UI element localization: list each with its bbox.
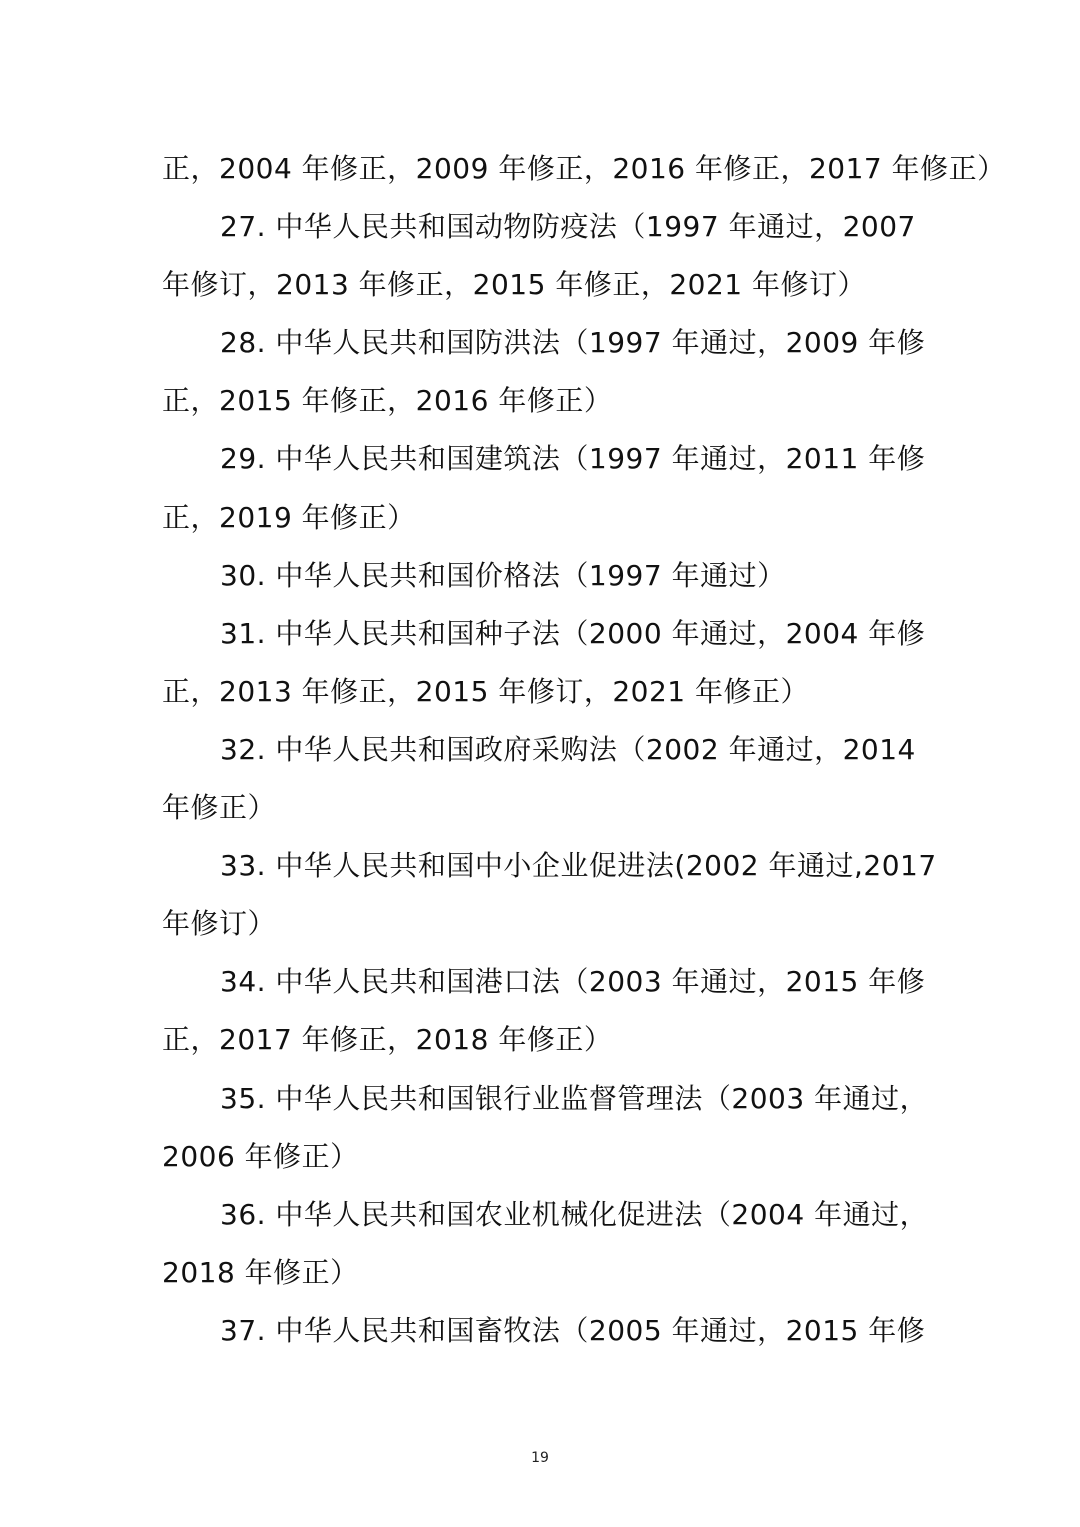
- list-item-34: 34. 中华人民共和国港口法（2003 年通过，2015 年修: [220, 965, 926, 999]
- text-line: 2006 年修正）: [162, 1139, 359, 1173]
- list-item-33: 33. 中华人民共和国中小企业促进法(2002 年通过,2017: [220, 849, 937, 883]
- text-line: 正，2015 年修正，2016 年修正）: [162, 384, 613, 418]
- text-line: 年修正）: [162, 791, 277, 825]
- list-item-37: 37. 中华人民共和国畜牧法（2005 年通过，2015 年修: [220, 1313, 926, 1347]
- list-item-31: 31. 中华人民共和国种子法（2000 年通过，2004 年修: [220, 616, 926, 650]
- page-number: 19: [531, 1450, 549, 1466]
- list-item-30: 30. 中华人民共和国价格法（1997 年通过）: [220, 558, 786, 592]
- list-item-36: 36. 中华人民共和国农业机械化促进法（2004 年通过，: [220, 1197, 929, 1231]
- list-item-29: 29. 中华人民共和国建筑法（1997 年通过，2011 年修: [220, 442, 926, 476]
- text-line: 正，2019 年修正）: [162, 500, 416, 534]
- text-line: 2018 年修正）: [162, 1255, 359, 1289]
- text-line: 正，2017 年修正，2018 年修正）: [162, 1023, 613, 1057]
- text-line: 正，2004 年修正，2009 年修正，2016 年修正，2017 年修正）: [162, 152, 1006, 185]
- text-line: 正，2013 年修正，2015 年修订，2021 年修正）: [162, 674, 809, 708]
- list-item-35: 35. 中华人民共和国银行业监督管理法（2003 年通过，: [220, 1081, 929, 1115]
- list-item-32: 32. 中华人民共和国政府采购法（2002 年通过，2014: [220, 732, 916, 766]
- text-line: 年修订，2013 年修正，2015 年修正，2021 年修订）: [162, 268, 866, 302]
- list-item-27: 27. 中华人民共和国动物防疫法（1997 年通过，2007: [220, 210, 916, 244]
- law-list: [162, 140, 1006, 1360]
- text-line: 年修订）: [162, 907, 277, 941]
- list-item-28: 28. 中华人民共和国防洪法（1997 年通过，2009 年修: [220, 326, 926, 360]
